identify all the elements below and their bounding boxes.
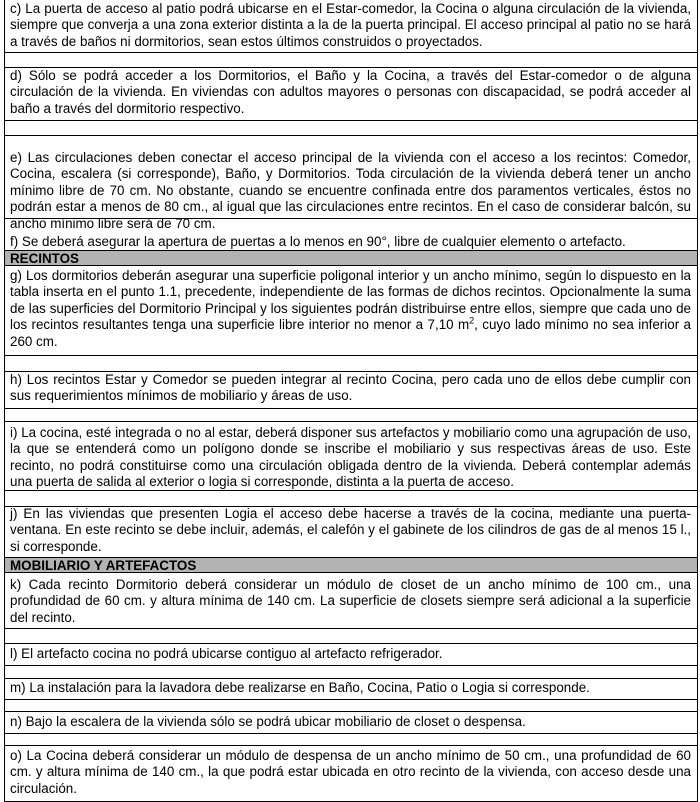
paragraph-g-tail: , cuyo lado mínimo no sea inferior a 260 cm. — [10, 317, 691, 349]
divider — [5, 745, 697, 746]
paragraph-i: i) La cocina, esté integrada o no al estar, deberá disponer sus artefactos y mobiliario como una agrupación de uso, la que se entenderá como un polígono donde se inscribe el mobiliario y sus respectivas áreas de uso. Este recinto, no podrá constituirse como una circulación obligada dentro de la vivienda. Deberá contemplar además una puerta de salida al exterior o logia si corresponde, distinta a la puerta de acceso. — [10, 425, 691, 490]
section-header-recintos: RECINTOS — [5, 250, 697, 266]
divider — [5, 678, 697, 679]
paragraph-n: n) Bajo la escalera de la vivienda sólo se podrá ubicar mobiliario de closet o despensa. — [10, 714, 526, 729]
divider — [5, 699, 697, 700]
divider — [5, 421, 697, 422]
paragraph-m: m) La instalación para la lavadora debe realizarse en Baño, Cocina, Patio o Logia si corresponde. — [10, 680, 590, 695]
paragraph-g-text: g) Los dormitorios deberán asegurar una superficie poligonal interior y un ancho mínimo, según lo dispuesto en la tabla inserta en el punto 1.1, precedente, independiente de las formas de dichos recintos. Opcionalmente la suma de las superficies del Dormitorio Principal y los siguientes podrán distribuirse entre ellos, siempre que cada uno de los recintos resultantes tenga una superficie libre interior no menor a 7,10 m — [10, 268, 691, 333]
paragraph-f: f) Se deberá asegurar la apertura de puertas a lo menos en 90°, libre de cualquier elemento o artefacto. — [10, 234, 626, 249]
divider — [5, 665, 697, 666]
paragraph-o: o) La Cocina deberá considerar un módulo de despensa de un ancho mínimo de 50 cm., una profundidad de 60 cm. y altura mínima de 140 cm., la que podrá estar ubicada en otro recinto de la vivienda, con acceso desde una circulación. — [10, 748, 691, 796]
divider — [5, 643, 697, 644]
divider — [5, 120, 697, 121]
divider — [5, 218, 697, 219]
divider — [5, 408, 697, 409]
divider — [5, 135, 697, 136]
divider — [5, 355, 697, 356]
paragraph-h: h) Los recintos Estar y Comedor se pueden integrar al recinto Cocina, pero cada uno de ellos debe cumplir con sus requerimientos mínimos de mobiliario y áreas de uso. — [10, 372, 691, 404]
divider — [5, 628, 697, 629]
paragraph-k: k) Cada recinto Dormitorio deberá considerar un módulo de closet de un ancho mínimo de 100 cm., una profundidad de 60 cm. y altura mínima de 140 cm. La superficie de closets siempre será adicional a la superficie del recinto. — [10, 577, 691, 625]
paragraph-j: j) En las viviendas que presenten Logia el acceso debe hacerse a través de la cocina, mediante una puerta-ventana. En este recinto se debe incluir, además, el calefón y el gabinete de los cilindros de gas de al menos 15 l., si corresponde. — [10, 506, 691, 554]
superscript: 2 — [469, 315, 475, 326]
divider — [5, 733, 697, 734]
paragraph-c: c) La puerta de acceso al patio podrá ubicarse en el Estar-comedor, la Cocina o alguna circulación de la vivienda, siempre que converja a una zona exterior distinta a la de la puerta principal. El acceso principal al patio no se hará a través de baños ni dormitorios, sean estos últimos construidos o proyectados. — [10, 1, 691, 49]
paragraph-g — [5, 268, 697, 350]
divider — [5, 711, 697, 712]
divider — [5, 490, 697, 491]
divider — [5, 52, 697, 53]
paragraph-e: e) Las circulaciones deben conectar el acceso principal de la vivienda con el acceso a los recintos: Comedor, Cocina, escalera (si corresponde), Baño, y Dormitorios. Toda circulación de la vivienda deberá tener un ancho mínimo libre de 70 cm. No obstante, cuando se encuentre confinada entre dos paramentos verticales, éstos no podrán estar a menos de 80 cm., al igual que las circulaciones entre recintos. En el caso de considerar balcón, su ancho mínimo libre será de 70 cm. — [10, 150, 691, 231]
section-header-mobiliario: MOBILIARIO Y ARTEFACTOS — [5, 557, 697, 573]
regulation-table — [4, 0, 698, 802]
paragraph-l: l) El artefacto cocina no podrá ubicarse contiguo al artefacto refrigerador. — [10, 646, 443, 661]
paragraph-d: d) Sólo se podrá acceder a los Dormitorios, el Baño y la Cocina, a través del Estar-comedor o de alguna circulación de la vivienda. En viviendas con adultos mayores o personas con discapacidad, se podrá acceder al baño a través del dormitorio respectivo. — [10, 68, 691, 116]
